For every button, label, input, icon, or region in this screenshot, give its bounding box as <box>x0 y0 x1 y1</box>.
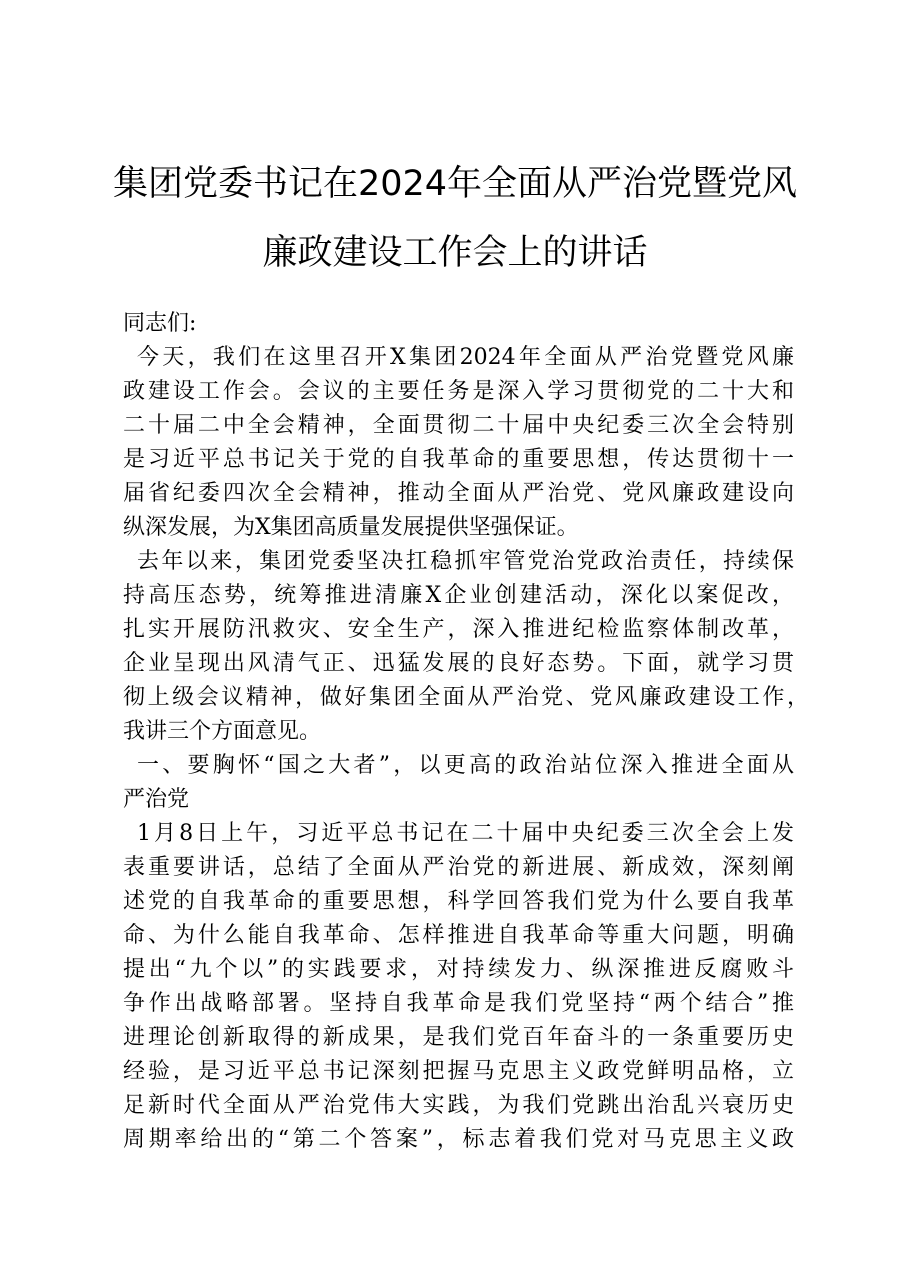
paragraph-line: 命、为什么能自我革命、怎样推进自我革命等重大问题，明确 <box>123 923 794 948</box>
paragraph-line: 提出“九个以”的实践要求，对持续发力、纵深推进反腐败斗 <box>123 957 794 982</box>
paragraph-line: 述党的自我革命的重要思想，科学回答我们党为什么要自我革 <box>123 889 794 914</box>
section-heading-line: 一、要胸怀“国之大者”，以更高的政治站位深入推进全面从 <box>137 753 794 778</box>
paragraph-line: 今天，我们在这里召开X集团2024年全面从严治党暨党风廉 <box>137 345 794 370</box>
paragraph-line: 企业呈现出风清气正、迅猛发展的良好态势。下面，就学习贯 <box>123 651 794 676</box>
document-title-line-2: 廉政建设工作会上的讲话 <box>262 233 648 273</box>
paragraph-line: 进理论创新取得的新成果，是我们党百年奋斗的一条重要历史 <box>123 1025 794 1050</box>
paragraph-line: 足新时代全面从严治党伟大实践，为我们党跳出治乱兴衰历史 <box>123 1093 794 1118</box>
salutation: 同志们: <box>123 311 197 336</box>
paragraph-line: 扎实开展防汛救灾、安全生产，深入推进纪检监察体制改革， <box>123 617 794 642</box>
paragraph-line: 表重要讲话，总结了全面从严治党的新进展、新成效，深刻阐 <box>123 855 794 880</box>
paragraph-line: 周期率给出的“第二个答案”，标志着我们党对马克思主义政 <box>123 1127 794 1152</box>
paragraph-line: 1月8日上午，习近平总书记在二十届中央纪委三次全会上发 <box>137 821 794 846</box>
paragraph-line: 我讲三个方面意见。 <box>123 719 322 744</box>
paragraph-line: 持高压态势，统筹推进清廉X企业创建活动，深化以案促改， <box>123 583 794 608</box>
paragraph-line: 去年以来，集团党委坚决扛稳抓牢管党治党政治责任，持续保 <box>137 549 794 574</box>
paragraph-line: 是习近平总书记关于党的自我革命的重要思想，传达贯彻十一 <box>123 447 794 472</box>
paragraph-line: 政建设工作会。会议的主要任务是深入学习贯彻党的二十大和 <box>123 379 794 404</box>
paragraph-line: 届省纪委四次全会精神，推动全面从严治党、党风廉政建设向 <box>123 481 794 506</box>
paragraph-line: 二十届二中全会精神，全面贯彻二十届中央纪委三次全会特别 <box>123 413 794 438</box>
paragraph-line: 争作出战略部署。坚持自我革命是我们党坚持“两个结合”推 <box>123 991 794 1016</box>
paragraph-line: 彻上级会议精神，做好集团全面从严治党、党风廉政建设工作， <box>123 685 809 710</box>
paragraph-line: 纵深发展，为X集团高质量发展提供坚强保证。 <box>123 515 579 540</box>
section-heading-line: 严治党 <box>123 787 190 812</box>
document-title-line-1: 集团党委书记在2024年全面从严治党暨党风 <box>112 164 798 204</box>
paragraph-line: 经验，是习近平总书记深刻把握马克思主义政党鲜明品格，立 <box>123 1059 794 1084</box>
document-body <box>123 310 813 1152</box>
